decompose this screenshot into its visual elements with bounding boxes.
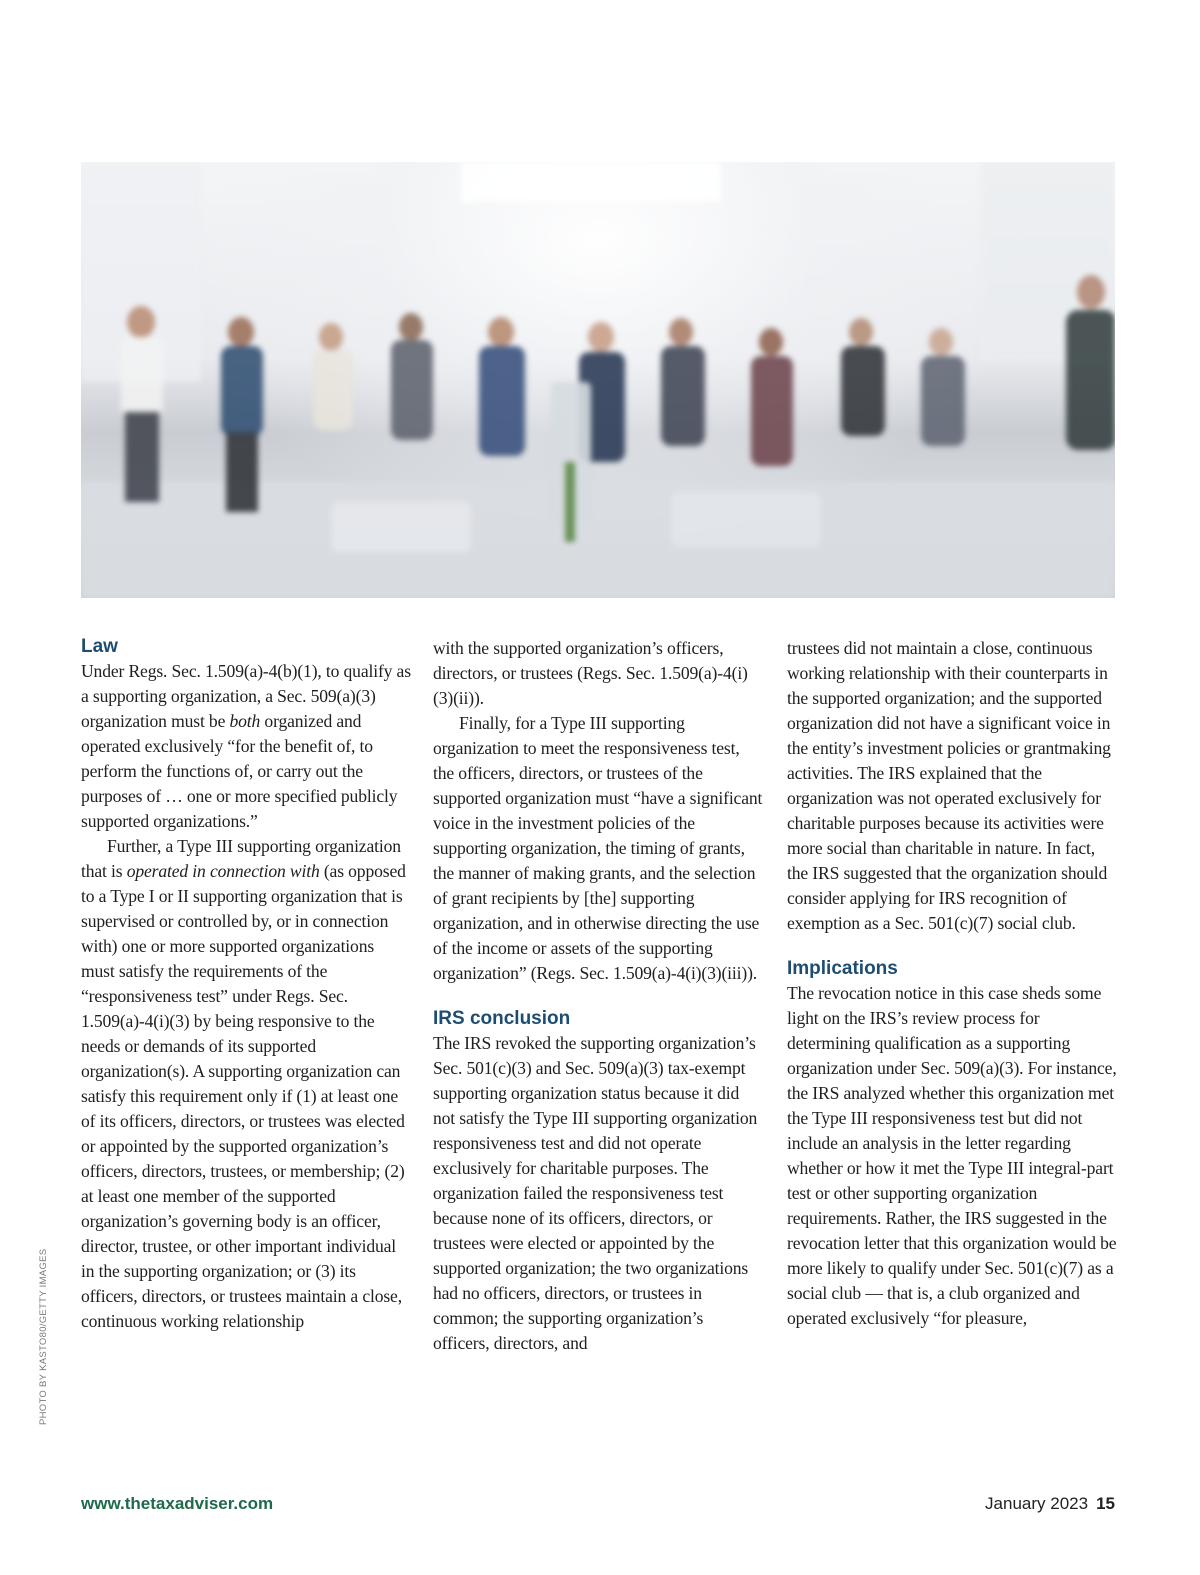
column-1 [81,634,411,1334]
page-number: 15 [1096,1494,1115,1513]
paragraph: Under Regs. Sec. 1.509(a)-4(b)(1), to qualify as a supporting organization, a Sec. 509(a)(3) organization must be both organized and operated exclusively “for the benefit of, to perform the functions of, or carry out the purposes of … one or more specified publicly supported organizations.” [81,661,411,831]
emphasis: both [229,711,261,731]
photo-credit: PHOTO BY KASTO80/GETTY IMAGES [38,1248,49,1425]
event-photo [81,162,1115,598]
emphasis: operated in connection with [126,861,320,881]
paragraph: The IRS revoked the supporting organization’s Sec. 501(c)(3) and Sec. 509(a)(3) tax-exempt supporting organization status because it did not satisfy the Type III supporting organization responsiveness test and did not operate exclusively for charitable purposes. The organization failed the responsiveness test because none of its officers, directors, or trustees were elected or appointed by the supported organization; the two organizations had no officers, directors, or trustees in common; the supporting organization’s officers, directors, and [433,1033,758,1353]
paragraph: Further, a Type III supporting organization that is operated in connection with (as opposed to a Type I or II supporting organization that is supervised or controlled by, or in connection with) one or more supported organizations must satisfy the requirements of the “responsiveness test” under Regs. Sec. 1.509(a)-4(i)(3) by being responsive to the needs or demands of its supported organization(s). A supporting organization can satisfy this requirement only if (1) at least one of its officers, directors, or trustees was elected or appointed by the supported organization’s officers, directors, trustees, or membership; (2) at least one member of the supported organization’s governing body is an officer, director, trustee, or other important individual in the supporting organization; or (3) its officers, directors, or trustees maintain a close, continuous working relationship [81,836,406,1331]
section-heading-irs-conclusion: IRS conclusion [433,1008,571,1029]
paragraph: The revocation notice in this case sheds some light on the IRS’s review process for determining qualification as a supporting organization under Sec. 509(a)(3). For instance, the IRS analyzed whether this organization met the Type III responsiveness test but did not include an analysis in the letter regarding whether or how it met the Type III integral-part test or other supporting organization requirements. Rather, the IRS suggested in the revocation letter that this organization would be more likely to qualify under Sec. 501(c)(7) as a social club — that is, a club organized and operated exclusively “for pleasure, [787,983,1117,1328]
column-2 [433,636,763,1356]
footer-date-page [985,1494,1115,1514]
issue-date: January 2023 [985,1494,1089,1513]
paragraph: with the supported organization’s officers, directors, or trustees (Regs. Sec. 1.509(a)-4(i)(3)(ii)). [433,638,748,708]
paragraph: trustees did not maintain a close, continuous working relationship with their counterparts in the supported organization; and the supported organization did not have a significant voice in the entity’s investment policies or grantmaking activities. The IRS explained that the organization was not operated exclusively for charitable purposes because its activities were more social than charitable in nature. In fact, the IRS suggested that the organization should consider applying for IRS recognition of exemption as a Sec. 501(c)(7) social club. [787,638,1111,933]
paragraph: Finally, for a Type III supporting organization to meet the responsiveness test, the officers, directors, or trustees of the supported organization must “have a significant voice in the investment policies of the supporting organization, the timing of grants, the manner of making grants, and the selection of grant recipients by [the] supporting organization, and in otherwise directing the use of the income or assets of the supporting organization” (Regs. Sec. 1.509(a)-4(i)(3)(iii)). [433,713,763,983]
section-heading-implications: Implications [787,958,898,979]
crowd-illustration [81,162,1115,598]
footer-website-link[interactable]: www.thetaxadviser.com [81,1494,274,1513]
section-heading-law: Law [81,636,118,657]
column-3 [787,636,1117,1331]
